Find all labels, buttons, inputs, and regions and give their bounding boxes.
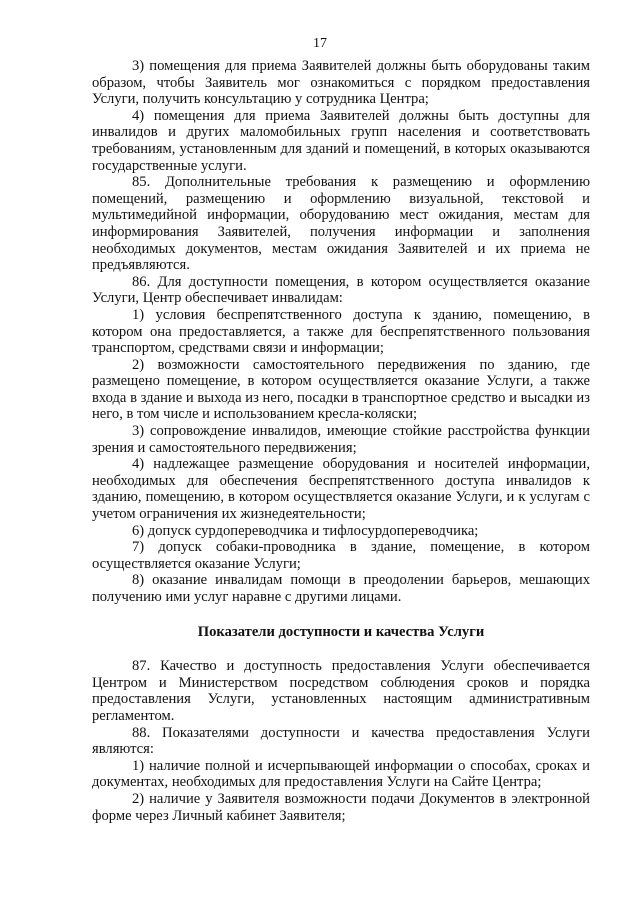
paragraph-86-item-8: 8) оказание инвалидам помощи в преодолении барьеров, мешающих получению ими услуг наравне с другими лицами. xyxy=(92,572,590,605)
paragraph-87: 87. Качество и доступность предоставления Услуги обеспечивается Центром и Министерством посредством соблюдения сроков и порядка предоставления Услуги, установленных настоящим административным регламентом. xyxy=(92,658,590,724)
paragraph-85: 85. Дополнительные требования к размещению и оформлению помещений, размещению и оформлению визуальной, текстовой и мультимедийной информации, оборудованию мест ожидания, местам для информирования Заявителей, получения информации и заполнения необходимых документов, местам ожидания Заявителей и их приема не предъявляются. xyxy=(92,174,590,274)
section-heading: Показатели доступности и качества Услуги xyxy=(197,623,485,640)
paragraph-item-3-rooms: 3) помещения для приема Заявителей должны быть оборудованы таким образом, чтобы Заявитель мог ознакомиться с порядком предоставления Услуги, получить консультацию у сотрудника Центра; xyxy=(92,58,590,108)
paragraph-86: 86. Для доступности помещения, в котором осуществляется оказание Услуги, Центр обеспечивает инвалидам: xyxy=(92,273,590,307)
paragraph-86-item-1: 1) условия беспрепятственного доступа к зданию, помещению, в котором она предоставляется, а также для беспрепятственного пользования транспортом, средствами связи и информации; xyxy=(92,306,590,357)
paragraph-88-item-1: 1) наличие полной и исчерпывающей информации о способах, сроках и документах, необходимых для предоставления Услуги на Сайте Центра; xyxy=(92,757,590,791)
paragraph-item-4-accessibility: 4) помещения для приема Заявителей должны быть доступны для инвалидов и других маломобильных групп населения и соответствовать требованиям, установленным для зданий и помещений, в которых оказываются государственные услуги. xyxy=(92,107,590,174)
paragraph-86-item-6: 6) допуск сурдопереводчика и тифлосурдопереводчика; xyxy=(132,522,479,539)
paragraph-88-item-2: 2) наличие у Заявителя возможности подачи Документов в электронной форме через Личный кабинет Заявителя; xyxy=(92,790,590,824)
paragraph-88: 88. Показателями доступности и качества предоставления Услуги являются: xyxy=(92,724,590,758)
paragraph-86-item-7: 7) допуск собаки-проводника в здание, помещение, в котором осуществляется оказание Услуги; xyxy=(92,539,590,572)
page-number: 17 xyxy=(313,36,327,51)
document-body xyxy=(92,58,590,824)
paragraph-86-item-3: 3) сопровождение инвалидов, имеющие стойкие расстройства функции зрения и самостоятельного передвижения; xyxy=(92,423,590,456)
paragraph-86-item-2: 2) возможности самостоятельного передвижения по зданию, где размещено помещение, в котором осуществляется оказание Услуги, а также входа в здание и выхода из него, посадки в транспортное средство и высадки из него, в том числе и использованием кресла-коляски; xyxy=(92,356,590,423)
paragraph-86-item-4: 4) надлежащее размещение оборудования и носителей информации, необходимых для обеспечения беспрепятственного доступа инвалидов к зданию, помещению, в котором осуществляется оказание Услуги, и к услугам с учетом ограничения их жизнедеятельности; xyxy=(92,456,590,523)
